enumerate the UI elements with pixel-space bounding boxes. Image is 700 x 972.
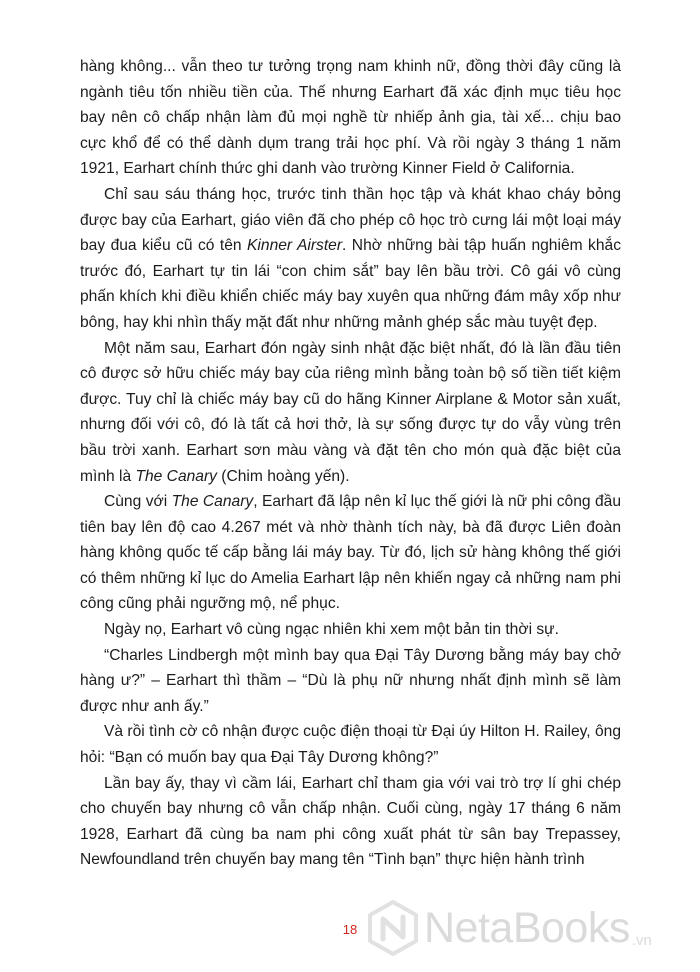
paragraph-text: (Chim hoàng yến). <box>216 467 350 485</box>
netabooks-logo-icon <box>364 899 422 957</box>
watermark-brand: NetaBooks <box>424 903 630 952</box>
paragraph <box>80 643 621 720</box>
paragraph <box>80 54 621 182</box>
paragraph-text: Và rồi tình cờ cô nhận được cuộc điện thoại từ Đại úy Hilton H. Railey, ông hỏi: “Bạn có muốn bay qua Đại Tây Dương không?” <box>80 723 621 767</box>
paragraph-text: Lần bay ấy, thay vì cầm lái, Earhart chỉ tham gia với vai trò trợ lí ghi chép cho chuyến bay nhưng cô vẫn chấp nhận. Cuối cùng, ngày 17 tháng 6 năm 1928, Earhart đã cùng ba nam phi công xuất phát từ sân bay Trepassey, Newfoundland trên chuyến bay mang tên “Tình bạn” thực hiện hành trình <box>80 774 621 869</box>
paragraph <box>80 617 621 643</box>
paragraph-text: Một năm sau, Earhart đón ngày sinh nhật đặc biệt nhất, đó là lần đầu tiên cô được sở hữu chiếc máy bay của riêng mình bằng toàn bộ số tiền tiết kiệm được. Tuy chỉ là chiếc máy bay cũ do hãng Kinner Airplane & Motor sản xuất, nhưng đối với cô, đó là tất cả hơi thở, là sự sống được tự do vẫy vùng trên bầu trời xanh. Earhart sơn màu vàng và đặt tên cho món quà đặc biệt của mình là <box>80 339 621 485</box>
paragraph <box>80 489 621 617</box>
watermark-suffix: .vn <box>631 932 652 949</box>
paragraph-text: . Nhờ những bài tập huấn nghiêm khắc trước đó, Earhart tự tin lái “con chim sắt” bay lên bầu trời. Cô gái vô cùng phấn khích khi điều khiển chiếc máy bay xuyên qua những đám mây xốp như bông, hay khi nhìn thấy mặt đất như những mảnh ghép sắc màu tuyệt đẹp. <box>80 237 621 331</box>
paragraph-text: Cùng với <box>104 493 172 511</box>
paragraph-text: Chỉ sau sáu tháng học, trước tinh thần học tập và khát khao cháy bỏng được bay của Earhart, giáo viên đã cho phép cô học trò cưng lái một loại máy bay đua kiểu cũ có tên <box>80 185 621 255</box>
paragraph <box>80 719 621 770</box>
italic-title: The Canary <box>135 467 217 485</box>
italic-title: The Canary <box>171 493 254 511</box>
paragraph-text: , Earhart đã lập nên kỉ lục thế giới là nữ phi công đầu tiên bay lên độ cao 4.267 mét và nhờ thành tích này, bà đã được Liên đoàn hàng không quốc tế cấp bằng lái máy bay. Từ đó, lịch sử hàng không thế giới có thêm những kỉ lục do Amelia Earhart lập nên khiến ngay cả những nam phi công cũng phải ngưỡng mộ, nể phục. <box>80 493 621 613</box>
page-body-text <box>80 54 621 873</box>
italic-title: Kinner Airster <box>247 237 343 255</box>
paragraph-text: Ngày nọ, Earhart vô cùng ngạc nhiên khi xem một bản tin thời sự. <box>104 621 559 639</box>
paragraph-text: hàng không... vẫn theo tư tưởng trọng nam khinh nữ, đồng thời đây cũng là ngành tiêu tốn nhiều tiền của. Thế nhưng Earhart đã xác định mục tiêu học bay nên cô chấp nhận làm đủ mọi nghề từ nhiếp ảnh gia, tài xế... chịu bao cực khổ để có thể dành dụm trang trải học phí. Và rồi ngày 3 tháng 1 năm 1921, Earhart chính thức ghi danh vào trường Kinner Field ở California. <box>80 58 621 178</box>
paragraph-text: “Charles Lindbergh một mình bay qua Đại Tây Dương bằng máy bay chở hàng ư?” – Earhart thì thầm – “Dù là phụ nữ nhưng nhất định mình sẽ làm được như anh ấy.” <box>80 646 621 715</box>
paragraph <box>80 182 621 336</box>
page-number: 18 <box>342 922 358 937</box>
netabooks-watermark <box>364 893 694 963</box>
paragraph <box>80 336 621 490</box>
paragraph <box>80 771 621 873</box>
